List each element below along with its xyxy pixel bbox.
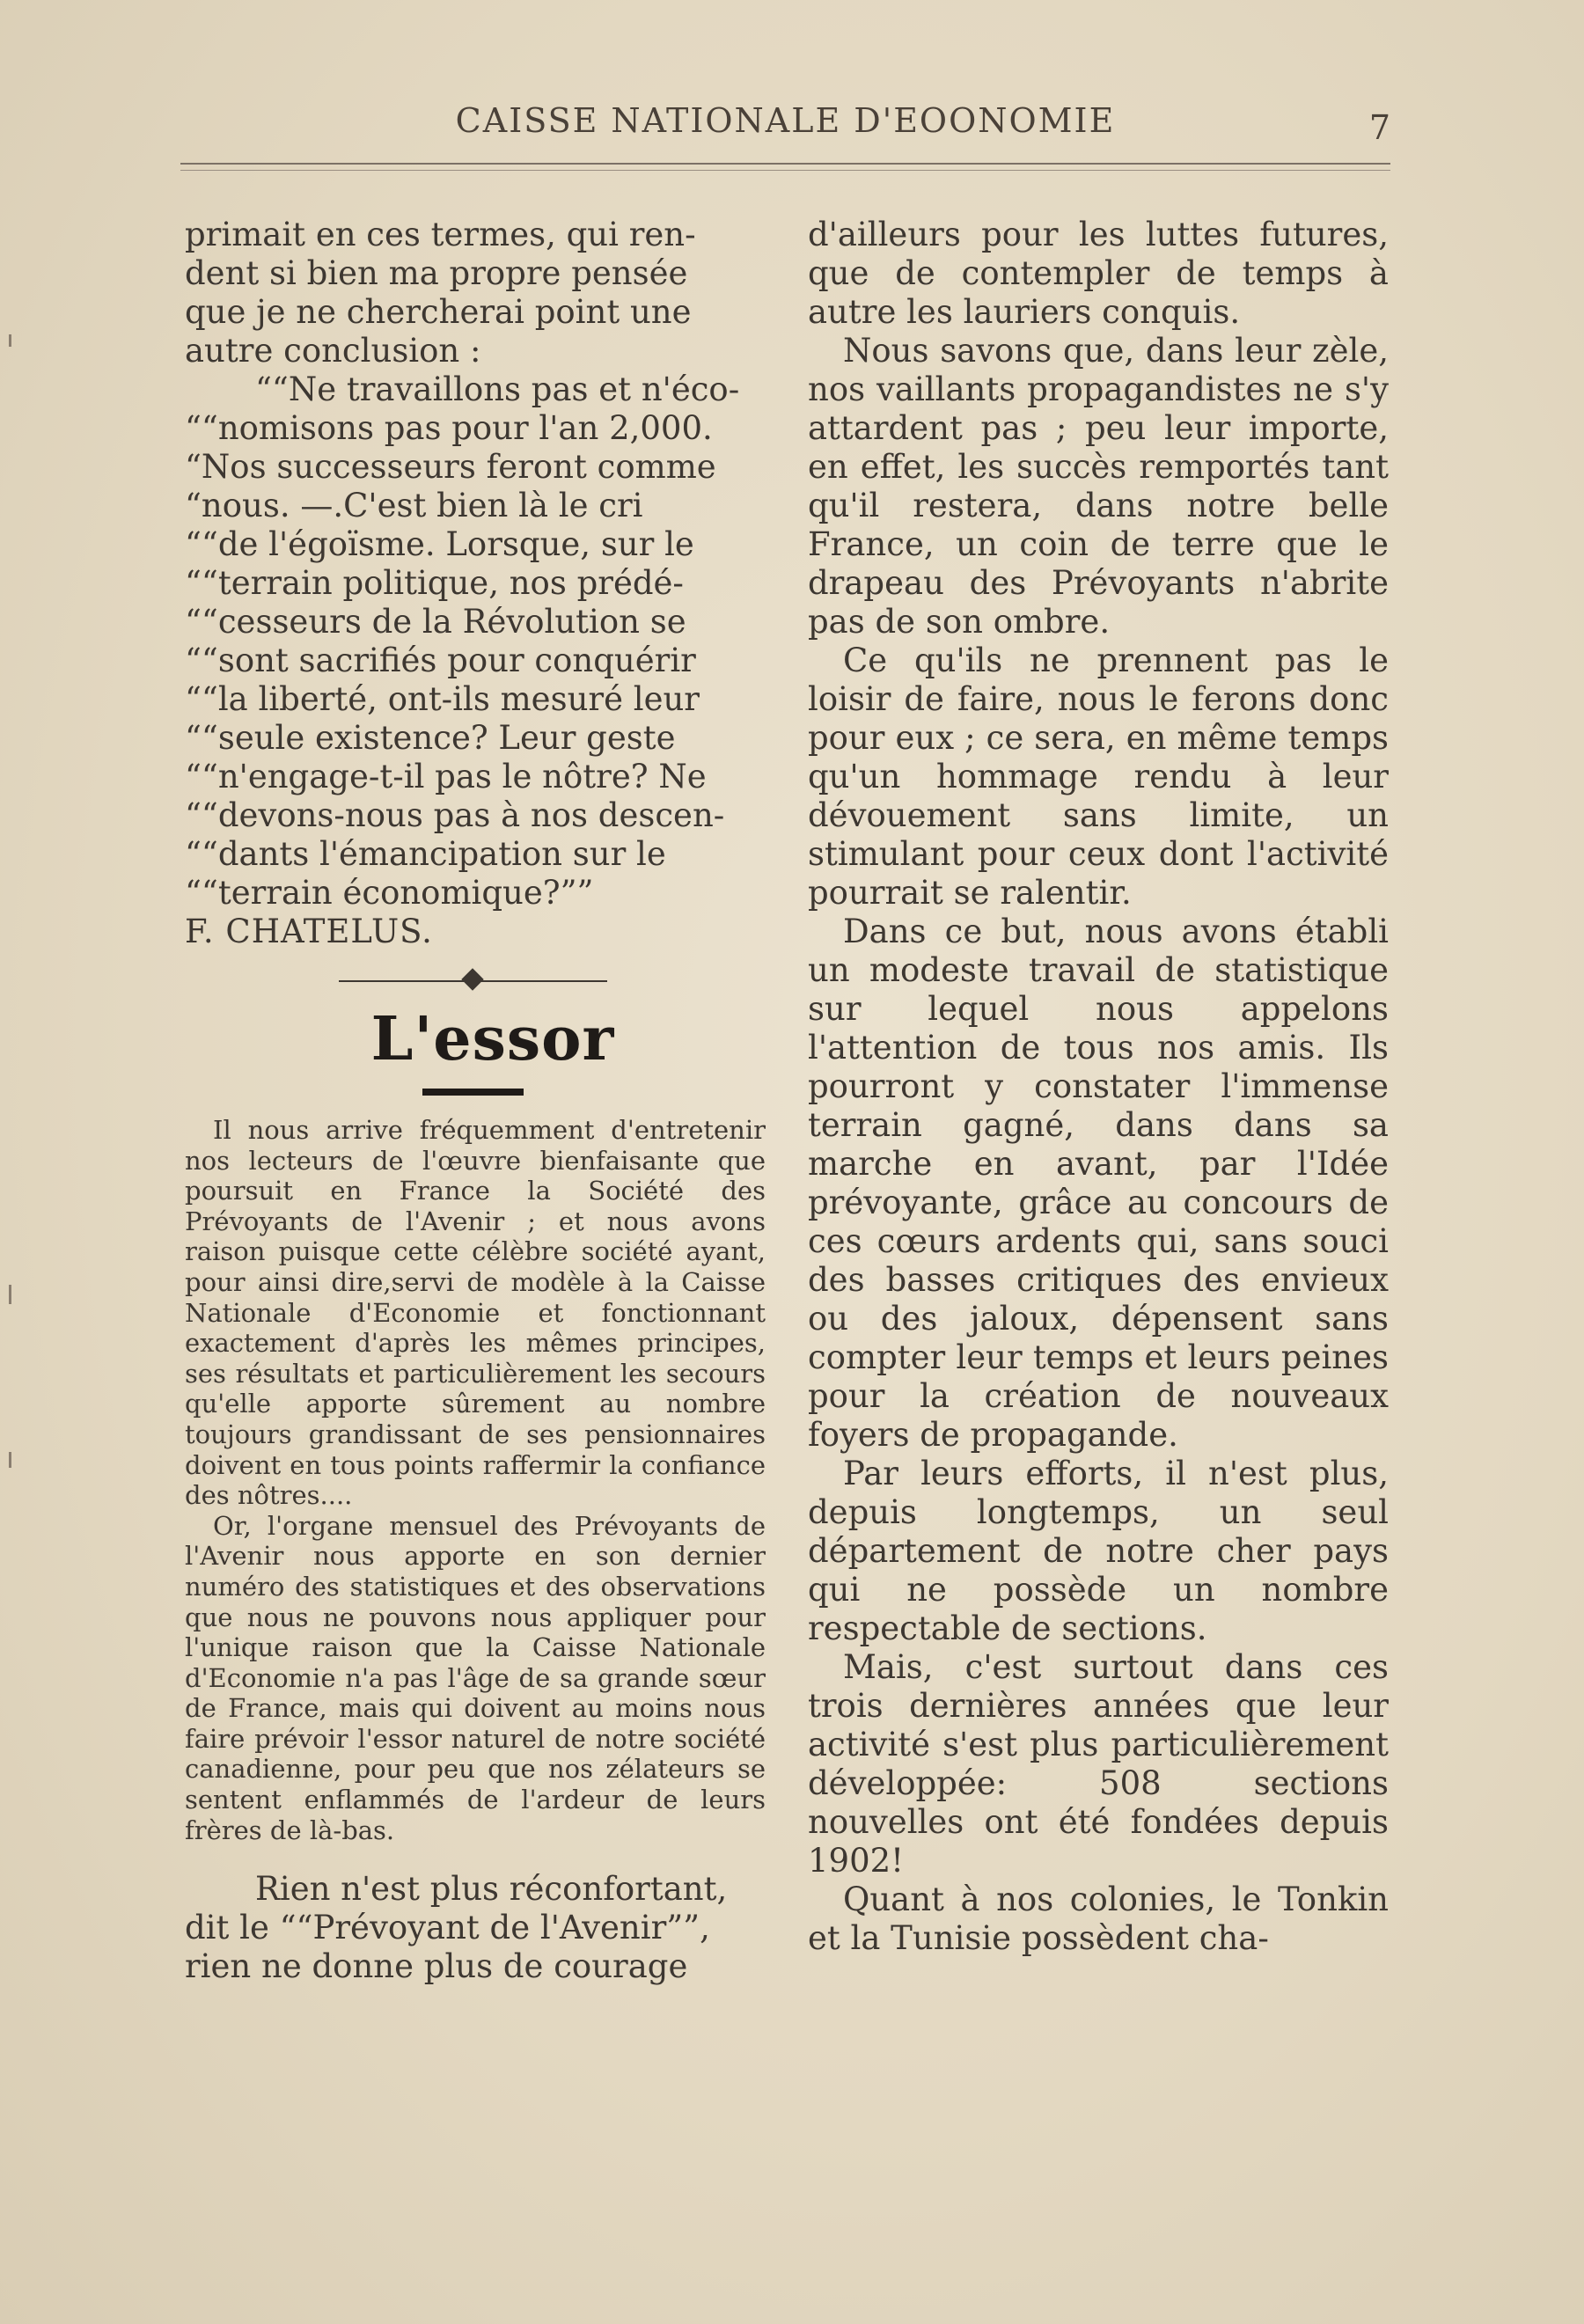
quote-line: ““devons-nous pas à nos descen- [185,796,725,834]
page-number: 7 [1368,108,1390,147]
text-line: rien ne donne plus de courage [185,1947,688,1986]
text-line: dit le ““Prévoyant de l'Avenir””, [185,1909,710,1947]
title-underline [422,1089,524,1096]
divider-ornament [185,964,766,999]
quote-line: ““sont sacrifiés pour conquérir [185,641,696,679]
quote-line: ““Ne travaillons pas et n'éco- [255,370,740,408]
quote-line: ““la liberté, ont-ils mesuré leur [185,680,700,718]
quote-line: ““nomisons pas pour l'an 2,000. [185,409,713,447]
right-column [808,216,1389,1958]
text-line: dent si bien ma propre pensée [185,254,688,292]
text-line: autre conclusion : [185,332,481,370]
paragraph: Ce qu'ils ne prennent pas le loisir de faire, nous le ferons donc pour eux ; ce sera, en même temps qu'un hommage rendu à leur dévouement sans limite, un stimulant pour ceux dont l'activité pourrait se ralentir. [808,641,1389,912]
quote-line: ““cesseurs de la Révolution se [185,603,686,641]
text-line: que je ne chercherai point une [185,293,692,331]
signature: F. CHATELUS. [185,913,433,950]
section-title: L'essor [370,1004,615,1074]
paragraph: Mais, c'est surtout dans ces trois dernières années que leur activité s'est plus particulièrement développée: 508 sections nouvelles ont été fondées depuis 1902! [808,1648,1389,1880]
quote-line: ““de l'égoïsme. Lorsque, sur le [185,525,694,563]
article-body [185,1115,766,1845]
quote-line: ““seule existence? Leur geste [185,719,676,757]
edge-mark [9,1285,11,1304]
header-rule [180,163,1390,165]
quote-line: ““dants l'émancipation sur le [185,835,666,873]
diamond-icon [461,968,483,990]
paragraph: Nous savons que, dans leur zèle, nos vaillants propagandistes ne s'y attardent pas ; peu leur importe, en effet, les succès remportés tant qu'il restera, dans notre belle France, un coin de terre que le drapeau des Prévoyants n'abrite pas de son ombre. [808,332,1389,641]
article-paragraph: Il nous arrive fréquemment d'entretenir nos lecteurs de l'œuvre bienfaisante que poursuit en France la Société des Prévoyants de l'Avenir ; et nous avons raison puisque cette célèbre société ayant, pour ainsi dire,servi de modèle à la Caisse Nationale d'Economie et fonctionnant exactement d'après les mêmes principes, ses résultats et particulièrement les secours qu'elle apporte sûrement au nombre toujours grandissant de ses pensionnaires doivent en tous points raffermir la confiance des nôtres.... [185,1115,766,1511]
quote-line: ““terrain politique, nos prédé- [185,564,684,602]
header-title: CAISSE NATIONALE D'EOONOMIE [455,101,1116,140]
paragraph: Quant à nos colonies, le Tonkin et la Tunisie possèdent cha- [808,1880,1389,1957]
paragraph: Dans ce but, nous avons établi un modeste travail de statistique sur lequel nous appelons l'attention de tous nos amis. Ils pourront y constater l'immense terrain gagné, dans dans sa marche en avant, par l'Idée prévoyante, grâce au concours de ces cœurs ardents qui, sans souci des basses critiques des envieux ou des jaloux, dépensent sans compter leur temps et leurs peines pour la création de nouveaux foyers de propagande. [808,913,1389,1454]
left-column [185,216,766,1986]
edge-mark [9,334,11,347]
edge-mark [9,1452,11,1468]
paragraph: Par leurs efforts, il n'est plus, depuis longtemps, un seul département de notre cher pays qui ne possède un nombre respectable de sections. [808,1455,1389,1647]
header-rule-thin [180,170,1390,171]
running-header [180,101,1390,154]
text-line: Rien n'est plus réconfortant, [255,1870,728,1909]
quote-line: ““n'engage-t-il pas le nôtre? Ne [185,758,707,795]
quote-line: “Nos successeurs feront comme [185,448,716,486]
quote-line: “nous. —.C'est bien là le cri [185,487,643,524]
text-line: primait en ces termes, qui ren- [185,216,696,253]
article-paragraph: Or, l'organe mensuel des Prévoyants de l'Avenir nous apporte en son dernier numéro des statistiques et des observations que nous ne pouvons nous appliquer pour l'unique raison que la Caisse Nationale d'Economie n'a pas l'âge de sa grande sœur de France, mais qui doivent au moins nous faire prévoir l'essor naturel de notre société canadienne, pour peu que nos zélateurs se sentent enflammés de l'ardeur de leurs frères de là-bas. [185,1510,766,1845]
paragraph: d'ailleurs pour les luttes futures, que de contempler de temps à autre les lauriers conquis. [808,216,1389,331]
quote-line: ““terrain économique?”” [185,874,594,912]
closing-lines [185,1870,766,1986]
